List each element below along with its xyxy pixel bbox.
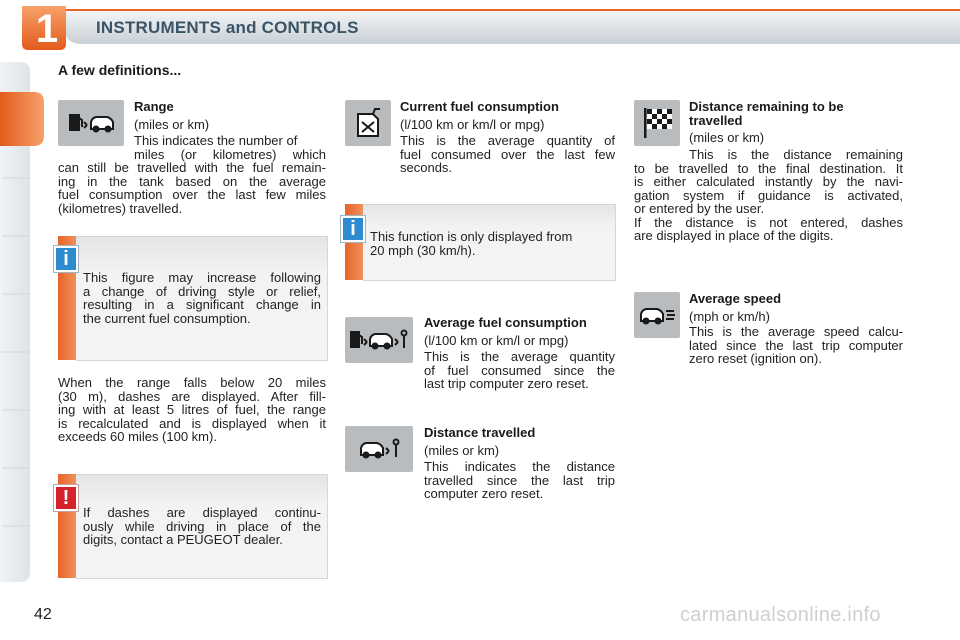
average-fuel-icon-box <box>345 317 413 363</box>
distance-remaining-title: Distance remaining to be <box>689 99 844 114</box>
current-fuel-desc-line: seconds. <box>400 160 453 175</box>
range-title: Range <box>134 99 174 114</box>
current-fuel-unit: (l/100 km or km/l or mpg) <box>400 117 545 132</box>
watermark: carmanualsonline.info <box>680 604 881 626</box>
distance-travelled-desc-line: computer zero reset. <box>424 486 544 501</box>
range-desc-line: miles (or kilometres) which <box>134 146 326 162</box>
speeding-car-icon <box>634 292 680 338</box>
range-desc-line: ing in the tank based on the average <box>58 173 326 189</box>
range-desc-line: can still be travelled with the fuel remain- <box>58 160 326 175</box>
current-fuel-desc-line: This is the average quantity of <box>400 133 615 148</box>
distance-remaining-title: travelled <box>689 112 743 128</box>
range-paragraph-line: exceeds 60 miles (100 km). <box>58 429 217 444</box>
info-icon: i <box>341 216 365 242</box>
fuel-can-icon <box>345 100 391 146</box>
info-note-line: 20 mph (30 km/h). <box>370 242 476 258</box>
distance-remaining-desc-line: or entered by the user. <box>634 201 765 216</box>
car-reset-icon <box>345 426 413 472</box>
range-paragraph-line: (30 m), dashes are displayed. After fill- <box>58 388 326 404</box>
info-note-line: This function is only displayed from <box>370 229 573 244</box>
average-fuel-unit: (l/100 km or km/l or mpg) <box>424 333 569 348</box>
distance-remaining-desc-line: to be travelled to the final destination. It <box>634 160 903 176</box>
chapter-number: 1 <box>35 7 59 51</box>
distance-travelled-unit: (miles or km) <box>424 443 500 458</box>
distance-remaining-desc-line: is either calculated instantly by the navi- <box>634 174 903 189</box>
checkered-flag-icon <box>634 100 680 146</box>
average-speed-desc-line: This is the average speed calcu- <box>689 324 903 339</box>
distance-travelled-desc-line: travelled since the last trip <box>424 472 615 488</box>
warning-note-line: If dashes are displayed continu- <box>83 505 321 520</box>
page-number: 42 <box>34 606 52 623</box>
warning-icon: ! <box>54 485 78 511</box>
average-speed-desc-line: lated since the last trip computer <box>689 337 903 353</box>
average-speed-unit: (mph or km/h) <box>689 309 770 324</box>
current-fuel-icon-box <box>345 100 391 146</box>
average-fuel-desc-line: last trip computer zero reset. <box>424 376 589 391</box>
distance-remaining-desc-line: If the distance is not entered, dashes <box>634 214 903 230</box>
distance-remaining-desc-line: gation system if guidance is activated, <box>634 187 903 203</box>
info-note-line: resulting in a significant change in <box>83 297 321 312</box>
distance-remaining-desc-line: This is the distance remaining <box>689 147 903 162</box>
side-tab-strip <box>0 62 50 582</box>
average-fuel-desc-line: This is the average quantity <box>424 349 615 364</box>
distance-travelled-title: Distance travelled <box>424 425 536 440</box>
current-fuel-desc-line: fuel consumed over the last few <box>400 146 615 162</box>
info-icon: i <box>54 246 78 272</box>
range-icon-box <box>58 100 124 146</box>
range-paragraph-line: ing with at least 5 litres of fuel, the range <box>58 402 326 417</box>
average-fuel-title: Average fuel consumption <box>424 315 587 330</box>
average-speed-title: Average speed <box>689 291 782 306</box>
distance-travelled-desc-line: This indicates the distance <box>424 459 615 474</box>
fuel-car-reset-icon <box>345 317 413 363</box>
distance-travelled-icon-box <box>345 426 413 472</box>
distance-remaining-unit: (miles or km) <box>689 130 765 145</box>
warning-note-line: digits, contact a PEUGEOT dealer. <box>83 532 283 547</box>
range-desc-line: This indicates the number of <box>134 133 298 148</box>
range-desc-line: fuel consumption over the last few miles <box>58 187 326 202</box>
range-paragraph-line: is recalculated and is displayed when it <box>58 415 326 431</box>
fuel-pump-car-icon <box>58 100 124 146</box>
info-note-line: the current fuel consumption. <box>83 310 251 326</box>
average-fuel-desc-line: of fuel consumed since the <box>424 362 615 378</box>
range-desc-line: (kilometres) travelled. <box>58 200 183 216</box>
distance-remaining-desc-line: are displayed in place of the digits. <box>634 228 834 243</box>
warning-note-line: ously while driving in place of the <box>83 518 321 534</box>
average-speed-icon-box <box>634 292 680 338</box>
range-unit: (miles or km) <box>134 117 210 132</box>
average-speed-desc-line: zero reset (ignition on). <box>689 351 822 366</box>
info-note-line: This figure may increase following <box>83 270 321 285</box>
distance-remaining-icon-box <box>634 100 680 146</box>
info-note-line: a change of driving style or relief, <box>83 283 321 299</box>
range-paragraph-line: When the range falls below 20 miles <box>58 375 326 390</box>
section-heading: A few definitions... <box>58 62 182 78</box>
current-fuel-title: Current fuel consumption <box>400 99 559 114</box>
chapter-title: INSTRUMENTS and CONTROLS <box>96 18 359 37</box>
